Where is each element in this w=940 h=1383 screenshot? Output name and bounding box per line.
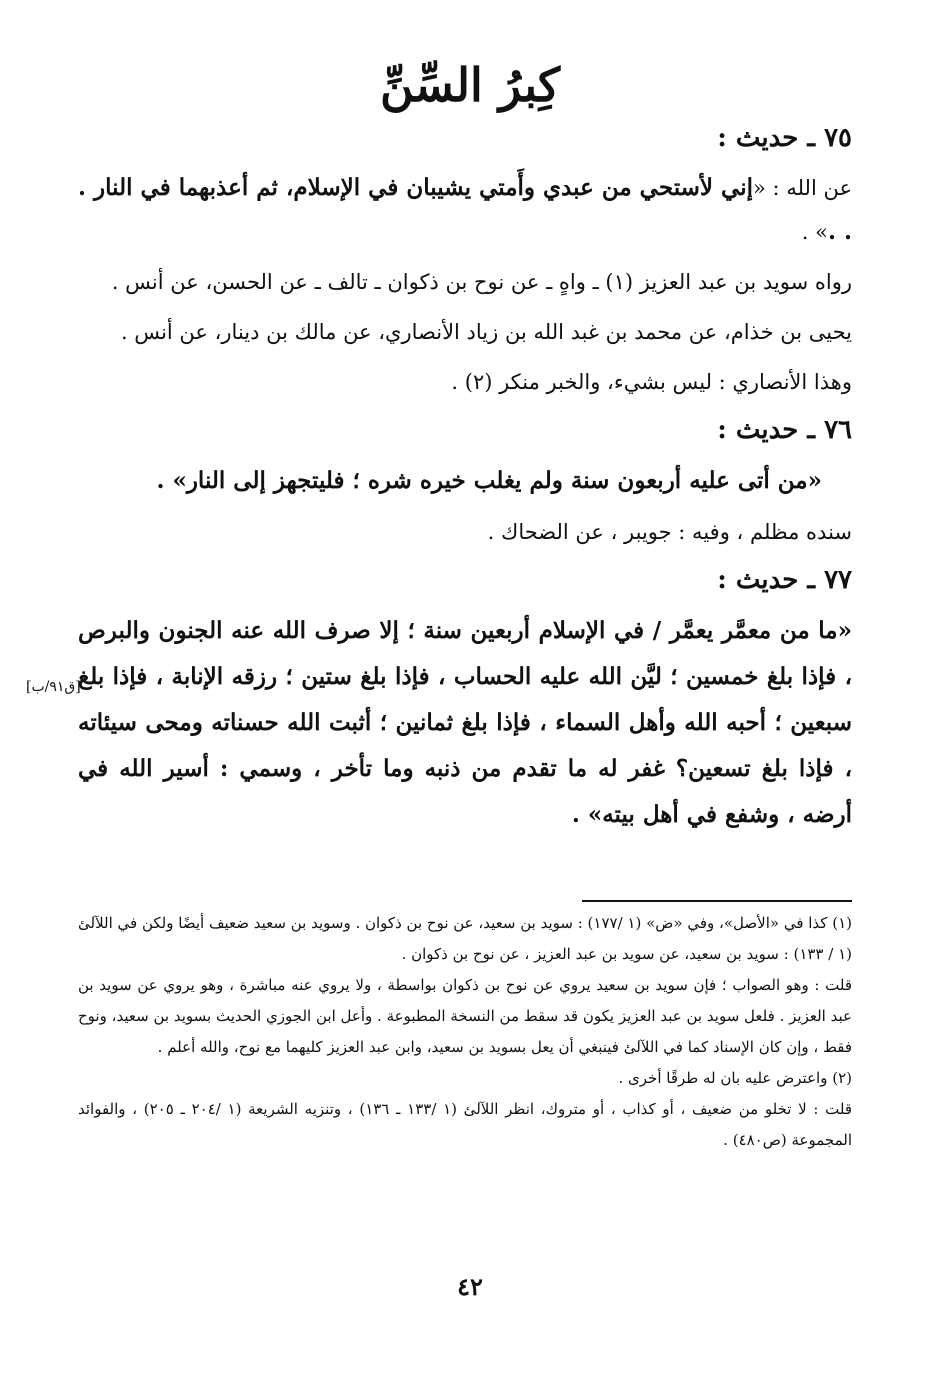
hadith-76-text: «من أتى عليه أربعون سنة ولم يغلب خيره شره ؛ فليتجهز إلى النار» . <box>156 467 822 494</box>
hadith-75-chain-2: يحيى بن خذام، عن محمد بن غبد الله بن زياد الأنصاري، عن مالك بن دينار، عن أنس . <box>120 320 852 344</box>
manuscript-margin-reference: [ق٩١/ب] <box>26 679 81 695</box>
hadith-77-heading: ٧٧ ـ حديث : <box>717 565 852 595</box>
hadith-75-comment: وهذا الأنصاري : ليس بشيء، والخبر منكر (٢) . <box>451 370 852 394</box>
chapter-title: كِبرُ السِّنِّ <box>379 58 561 112</box>
hadith-75-matn <box>78 166 852 254</box>
footnote-divider <box>582 900 852 902</box>
footnotes <box>78 908 852 1156</box>
footnote-1-comment: قلت : وهو الصواب ؛ فإن سويد بن سعيد يروي عن نوح بن ذكوان بواسطة ، ولا يروي عنه مباشرة ، وهو يروي عن سويد بن عبد العزيز . فلعل سويد بن عبد العزيز يكون قد سقط من النسخة المطبوعة . وأعل ابن الجوزي الحديث بسويد بن سعيد، ونوح فقط ، وإن كان الإسناد كما في اللآلئ فينبغي أن يعل بسويد بن سعيد، وابن عبد العزيز كليهما مع نوح، والله أعلم . <box>78 976 852 1056</box>
hadith-76-heading: ٧٦ ـ حديث : <box>717 415 852 445</box>
hadith-75-intro: عن الله : « <box>753 176 852 200</box>
footnote-2-comment: قلت : لا تخلو من ضعيف ، أو كذاب ، أو متروك، انظر اللآلئ (١ /١٣٣ ـ ١٣٦) ، وتنزيه الشريعة (١ /٢٠٤ ـ ٢٠٥) ، والفوائد المجموعة (ص٤٨٠) . <box>78 1100 853 1149</box>
hadith-77-text: «ما من معمَّر يعمَّر / في الإسلام أربعين سنة ؛ إلا صرف الله عنه الجنون والبرص ، فإذا بلغ خمسين ؛ ليَّن الله عليه الحساب ، فإذا بلغ ستين ؛ رزقه الإنابة ، فإذا بلغ سبعين ؛ أحبه الله وأهل السماء ، فإذا بلغ ثمانين ؛ أثبت الله حسناته ومحى سيئاته ، فإذا بلغ تسعين؟ غفر له ما تقدم من ذنبه وما تأخر ، وسمي : أسير الله في أرضه ، وشفع في أهل بيته» . <box>78 617 852 828</box>
main-text <box>78 116 852 844</box>
hadith-76-comment: سنده مظلم ، وفيه : جويبر ، عن الضحاك . <box>487 520 852 544</box>
hadith-75-heading: ٧٥ ـ حديث : <box>717 123 852 153</box>
hadith-75-chain-1: رواه سويد بن عبد العزيز (١) ـ واهٍ ـ عن نوح بن ذكوان ـ تالف ـ عن الحسن، عن أنس . <box>111 270 852 294</box>
hadith-75-text: إني لأستحي من عبدي وأَمتي يشيبان في الإسلام، ثم أعذبهما في النار . . . <box>78 174 852 245</box>
footnote-2: (٢) واعترض عليه بان له طرقًا أخرى . <box>618 1069 852 1087</box>
page-number: ٤٢ <box>457 1272 483 1301</box>
footnote-1: (١) كذا في «الأصل»، وفي «ض» (١ /١٧٧) : سويد بن سعيد، عن نوح بن ذكوان . وسويد بن سعيد ضعيف أيضًا ولكن في اللآلئ (١ / ١٣٣) : سويد بن سعيد، عن سويد بن عبد العزيز ، عن نوح بن ذكوان . <box>78 914 852 963</box>
hadith-75-close: » . <box>801 220 828 244</box>
